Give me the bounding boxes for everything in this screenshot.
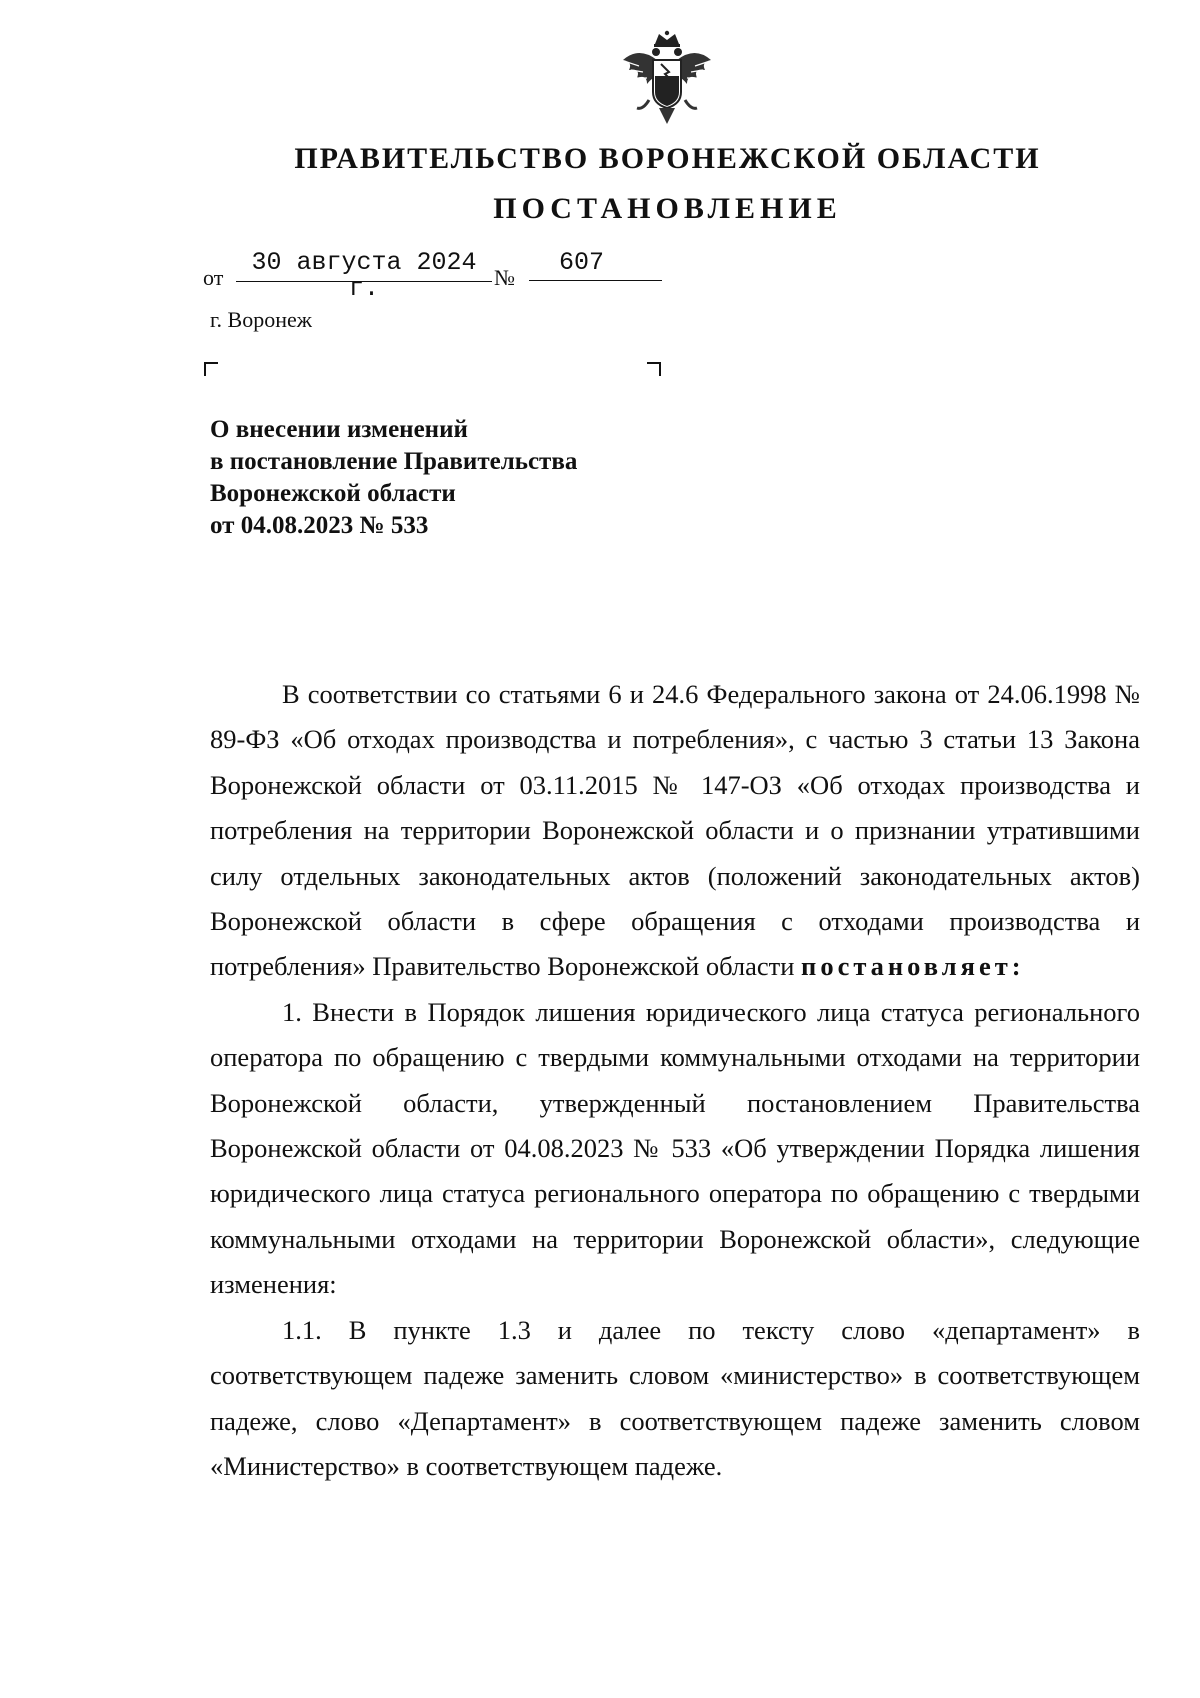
document-date: 30 августа 2024 г. bbox=[236, 250, 492, 282]
subject-bracket-right bbox=[647, 362, 661, 376]
date-prefix-label: от bbox=[203, 265, 224, 290]
resolves-keyword: постановляет: bbox=[801, 951, 1025, 982]
document-number: 607 bbox=[529, 250, 662, 281]
subject-line: О внесении изменений bbox=[210, 416, 468, 443]
subject-line: от 04.08.2023 № 533 bbox=[210, 512, 429, 539]
item-1-paragraph: 1. Внести в Порядок лишения юридического лица статуса регионального оператора по обращению с твердыми коммунальными отходами на территории Воронежской области, утвержденный постановлением Правительства Воронежской области от 04.08.2023 № 533 «Об утверждении Порядка лишения юридического лица статуса регионального оператора по обращению с твердыми коммунальными отходами на территории Воронежской области», следующие изменения: bbox=[210, 996, 1140, 1300]
document-body bbox=[210, 672, 1140, 1489]
number-prefix-label: № bbox=[494, 265, 515, 290]
document-type-title: ПОСТАНОВЛЕНИЕ bbox=[493, 192, 842, 225]
city-label: г. Воронеж bbox=[210, 307, 312, 332]
government-title: ПРАВИТЕЛЬСТВО ВОРОНЕЖСКОЙ ОБЛАСТИ bbox=[294, 142, 1041, 175]
subject-line: Воронежской области bbox=[210, 480, 456, 507]
coat-of-arms-icon bbox=[617, 30, 717, 128]
subject-line: в постановление Правительства bbox=[210, 448, 578, 475]
preamble-text: В соответствии со статьями 6 и 24.6 Федерального закона от 24.06.1998 № 89-ФЗ «Об отходах производства и потребления», с частью 3 статьи 13 Закона Воронежской области от 03.11.2015 № 147-ОЗ «Об отходах производства и потребления на территории Воронежской области и о признании утратившими силу отдельных законодательных актов (положений законодательных актов) Воронежской области в сфере обращения с отходами производства и потребления» Правительство Воронежской области bbox=[210, 679, 1140, 982]
date-number-row bbox=[203, 248, 703, 303]
preamble-paragraph bbox=[210, 672, 1140, 990]
document-subject bbox=[210, 414, 577, 542]
item-1-1-paragraph: 1.1. В пункте 1.3 и далее по тексту слово «департамент» в соответствующем падеже заменить словом «министерство» в соответствующем падеже, слово «Департамент» в соответствующем падеже заменить словом «Министерство» в соответствующем падеже. bbox=[210, 1314, 1140, 1481]
subject-bracket-left bbox=[204, 362, 218, 376]
